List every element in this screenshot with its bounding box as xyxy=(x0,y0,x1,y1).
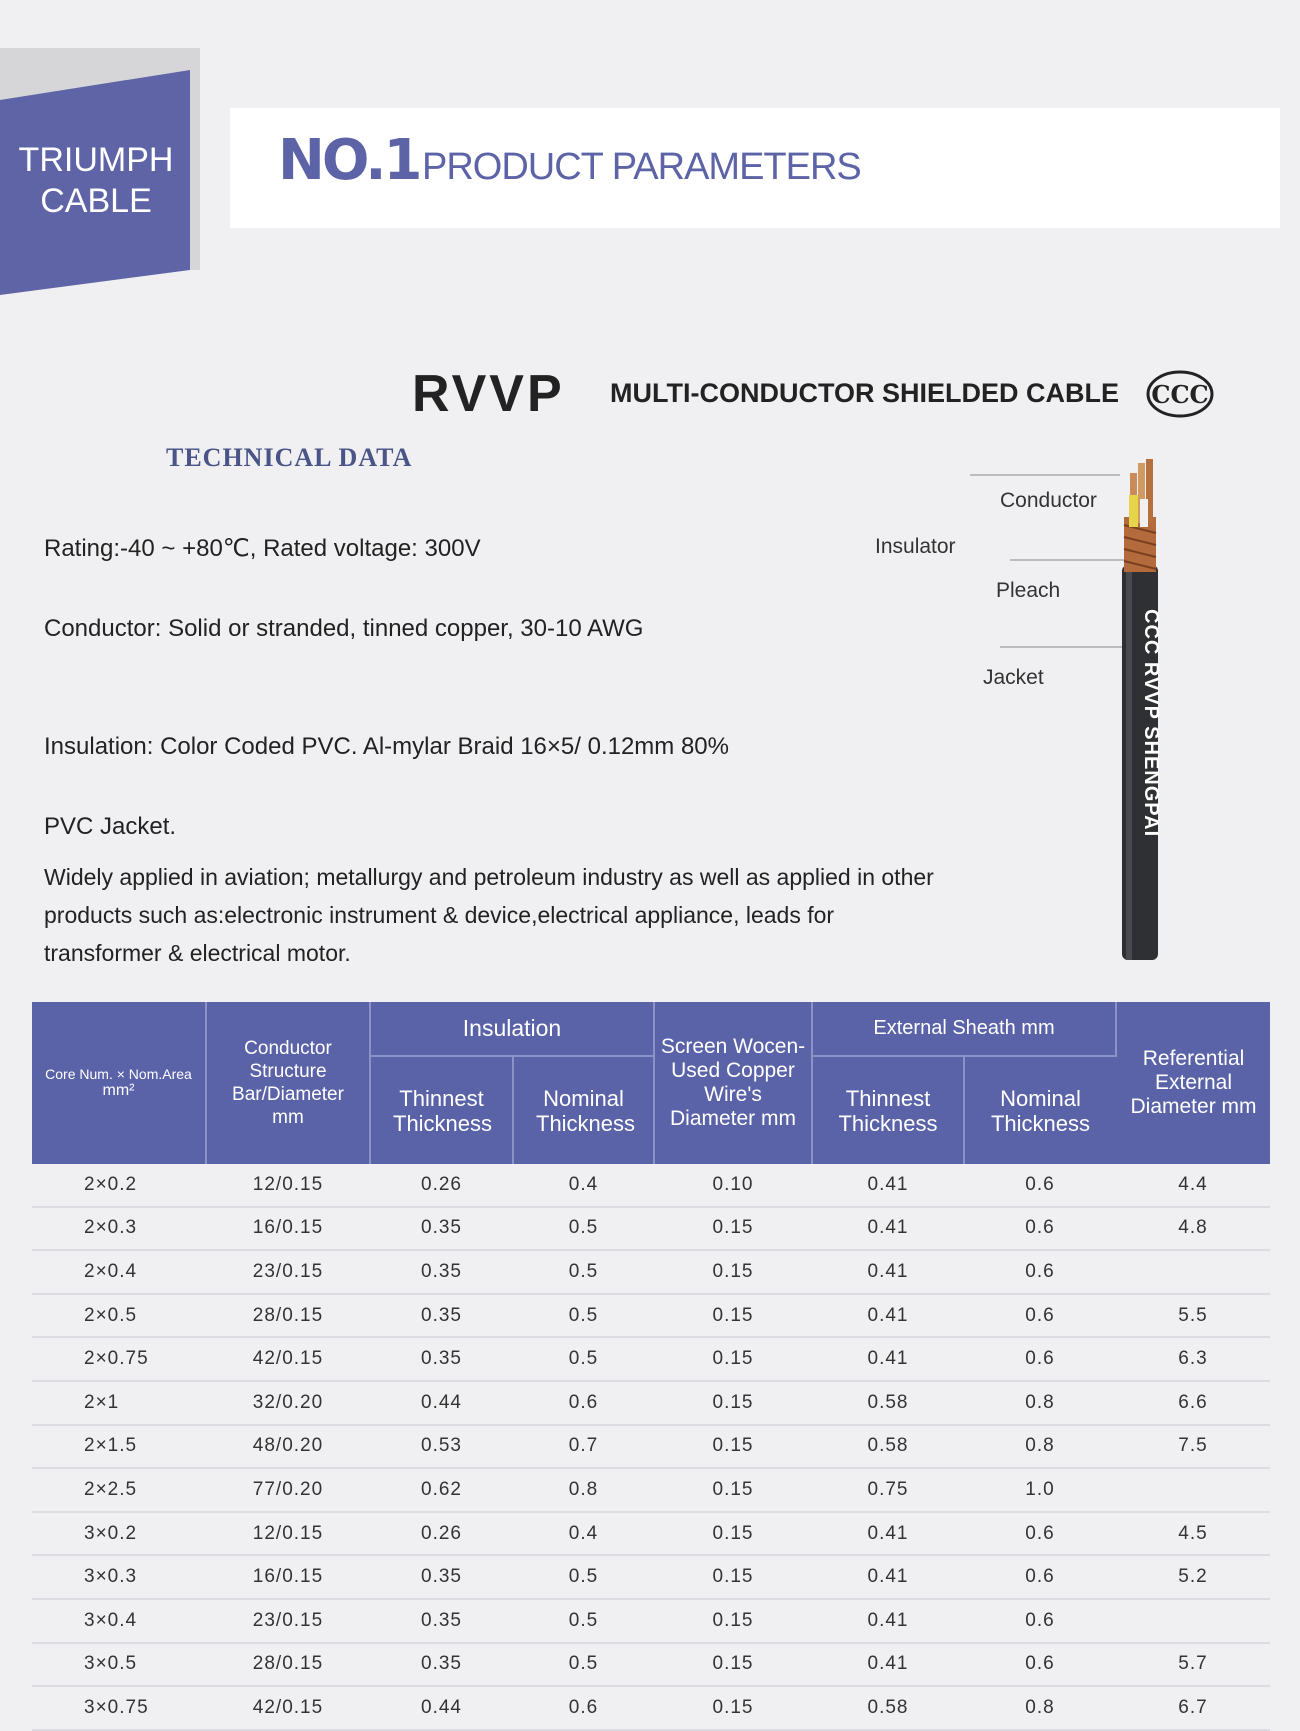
table-header xyxy=(32,1002,1270,1164)
ccc-certification-icon xyxy=(1146,369,1214,419)
header-sheath-group: External Sheath mm xyxy=(812,1002,1116,1056)
header-insulation-thinnest: Thinnest Thickness xyxy=(370,1056,513,1164)
cell-screen-diameter: 0.15 xyxy=(654,1381,812,1425)
cell-sheath-thinnest: 0.58 xyxy=(812,1425,964,1469)
section-title: PRODUCT PARAMETERS xyxy=(422,146,861,188)
cell-sheath-nominal: 0.8 xyxy=(964,1686,1116,1730)
brand-line-1: TRIUMPH xyxy=(18,141,174,179)
cell-insulation-thinnest: 0.44 xyxy=(370,1686,513,1730)
label-insulator: Insulator xyxy=(875,535,956,558)
table-row xyxy=(32,1250,1270,1294)
cell-core: 2×1 xyxy=(32,1381,206,1425)
cell-sheath-nominal: 0.6 xyxy=(964,1643,1116,1687)
cell-sheath-thinnest: 0.41 xyxy=(812,1207,964,1251)
table-row xyxy=(32,1555,1270,1599)
cell-insulation-nominal: 0.7 xyxy=(513,1425,654,1469)
cell-insulation-nominal: 0.6 xyxy=(513,1381,654,1425)
cell-core: 2×1.5 xyxy=(32,1425,206,1469)
cell-sheath-nominal: 0.6 xyxy=(964,1337,1116,1381)
technical-data-heading: TECHNICAL DATA xyxy=(166,443,413,472)
cell-insulation-thinnest: 0.26 xyxy=(370,1164,513,1207)
cell-insulation-thinnest: 0.44 xyxy=(370,1381,513,1425)
cell-sheath-thinnest: 0.75 xyxy=(812,1468,964,1512)
cell-insulation-thinnest: 0.35 xyxy=(370,1643,513,1687)
cell-sheath-nominal: 0.6 xyxy=(964,1512,1116,1556)
cell-referential-diameter xyxy=(1116,1250,1270,1294)
cell-sheath-nominal: 0.6 xyxy=(964,1207,1116,1251)
table-row xyxy=(32,1337,1270,1381)
cell-screen-diameter: 0.15 xyxy=(654,1555,812,1599)
cell-referential-diameter: 5.7 xyxy=(1116,1643,1270,1687)
cell-insulation-thinnest: 0.53 xyxy=(370,1425,513,1469)
cell-core: 2×0.2 xyxy=(32,1164,206,1207)
cell-conductor-structure: 28/0.15 xyxy=(206,1294,370,1338)
cell-insulation-thinnest: 0.35 xyxy=(370,1250,513,1294)
cell-conductor-structure: 23/0.15 xyxy=(206,1250,370,1294)
header-referential: Referential External Diameter mm xyxy=(1116,1002,1270,1164)
cell-conductor-structure: 42/0.15 xyxy=(206,1686,370,1730)
cell-screen-diameter: 0.15 xyxy=(654,1294,812,1338)
cell-conductor-structure: 48/0.20 xyxy=(206,1425,370,1469)
cell-referential-diameter: 6.3 xyxy=(1116,1337,1270,1381)
spec-rating: Rating:-40 ~ +80℃, Rated voltage: 300V xyxy=(44,535,481,562)
cell-insulation-nominal: 0.5 xyxy=(513,1337,654,1381)
cell-sheath-thinnest: 0.41 xyxy=(812,1599,964,1643)
cell-conductor-structure: 16/0.15 xyxy=(206,1207,370,1251)
cell-core: 3×0.3 xyxy=(32,1555,206,1599)
label-jacket: Jacket xyxy=(983,666,1044,689)
cell-sheath-thinnest: 0.58 xyxy=(812,1686,964,1730)
spec-jacket: PVC Jacket. xyxy=(44,813,177,840)
cell-screen-diameter: 0.15 xyxy=(654,1468,812,1512)
cell-conductor-structure: 32/0.20 xyxy=(206,1381,370,1425)
cell-sheath-thinnest: 0.41 xyxy=(812,1337,964,1381)
cell-core: 3×0.2 xyxy=(32,1512,206,1556)
cell-sheath-thinnest: 0.41 xyxy=(812,1512,964,1556)
cell-core: 2×0.3 xyxy=(32,1207,206,1251)
cell-referential-diameter: 6.6 xyxy=(1116,1381,1270,1425)
header-sheath-nominal: Nominal Thickness xyxy=(964,1056,1116,1164)
cell-screen-diameter: 0.15 xyxy=(654,1337,812,1381)
cell-insulation-nominal: 0.5 xyxy=(513,1294,654,1338)
cable-print-text: CCC RVVP SHENGPAI xyxy=(1140,609,1162,838)
cell-referential-diameter xyxy=(1116,1468,1270,1512)
cell-sheath-thinnest: 0.41 xyxy=(812,1294,964,1338)
cell-sheath-nominal: 0.6 xyxy=(964,1555,1116,1599)
cell-conductor-structure: 77/0.20 xyxy=(206,1468,370,1512)
header-screen: Screen Wocen-Used Copper Wire's Diameter mm xyxy=(654,1002,812,1164)
cell-referential-diameter: 4.5 xyxy=(1116,1512,1270,1556)
ccc-mark-text: CCC xyxy=(1151,380,1209,409)
cell-insulation-thinnest: 0.35 xyxy=(370,1599,513,1643)
cell-conductor-structure: 12/0.15 xyxy=(206,1512,370,1556)
cell-insulation-nominal: 0.5 xyxy=(513,1599,654,1643)
cell-core: 2×2.5 xyxy=(32,1468,206,1512)
label-conductor: Conductor xyxy=(1000,489,1097,512)
cell-sheath-nominal: 0.8 xyxy=(964,1425,1116,1469)
cell-conductor-structure: 28/0.15 xyxy=(206,1643,370,1687)
header-core xyxy=(32,1002,206,1164)
cell-insulation-nominal: 0.4 xyxy=(513,1512,654,1556)
cell-referential-diameter: 5.2 xyxy=(1116,1555,1270,1599)
table-row xyxy=(32,1686,1270,1730)
table-row xyxy=(32,1643,1270,1687)
cell-core: 3×0.5 xyxy=(32,1643,206,1687)
cell-conductor-structure: 16/0.15 xyxy=(206,1555,370,1599)
spec-application: Widely applied in aviation; metallurgy and petroleum industry as well as applied in other products such as:electronic instrument & device,electrical appliance, leads for transformer & electrical motor. xyxy=(44,864,934,966)
cell-screen-diameter: 0.10 xyxy=(654,1164,812,1207)
header-sheath-thinnest: Thinnest Thickness xyxy=(812,1056,964,1164)
section-number: NO.1 xyxy=(278,128,420,193)
header-conductor-structure: Conductor Structure Bar/Diameter mm xyxy=(206,1002,370,1164)
cell-screen-diameter: 0.15 xyxy=(654,1250,812,1294)
table-row xyxy=(32,1425,1270,1469)
table-row xyxy=(32,1512,1270,1556)
cell-sheath-thinnest: 0.58 xyxy=(812,1381,964,1425)
cell-screen-diameter: 0.15 xyxy=(654,1207,812,1251)
cell-sheath-nominal: 0.6 xyxy=(964,1599,1116,1643)
cell-insulation-nominal: 0.5 xyxy=(513,1643,654,1687)
cell-screen-diameter: 0.15 xyxy=(654,1512,812,1556)
parameter-table xyxy=(32,1002,1270,1731)
cell-core: 2×0.4 xyxy=(32,1250,206,1294)
cell-referential-diameter: 5.5 xyxy=(1116,1294,1270,1338)
table-row xyxy=(32,1164,1270,1207)
cell-sheath-thinnest: 0.41 xyxy=(812,1164,964,1207)
cell-insulation-nominal: 0.5 xyxy=(513,1250,654,1294)
table-body xyxy=(32,1164,1270,1730)
cell-conductor-structure: 23/0.15 xyxy=(206,1599,370,1643)
parameter-table-grid xyxy=(32,1002,1270,1731)
header-core-label: Core Num. × Nom.Area xyxy=(45,1066,192,1082)
cell-insulation-thinnest: 0.62 xyxy=(370,1468,513,1512)
brand-name xyxy=(0,140,192,222)
cell-core: 3×0.4 xyxy=(32,1599,206,1643)
cell-insulation-nominal: 0.4 xyxy=(513,1164,654,1207)
cell-insulation-nominal: 0.6 xyxy=(513,1686,654,1730)
cell-insulation-thinnest: 0.35 xyxy=(370,1294,513,1338)
cell-screen-diameter: 0.15 xyxy=(654,1425,812,1469)
cell-sheath-nominal: 0.6 xyxy=(964,1164,1116,1207)
cell-screen-diameter: 0.15 xyxy=(654,1643,812,1687)
cell-sheath-thinnest: 0.41 xyxy=(812,1250,964,1294)
cell-sheath-thinnest: 0.41 xyxy=(812,1643,964,1687)
cell-insulation-nominal: 0.5 xyxy=(513,1207,654,1251)
header-insulation-group: Insulation xyxy=(370,1002,654,1056)
cell-core: 3×0.75 xyxy=(32,1686,206,1730)
cell-insulation-thinnest: 0.26 xyxy=(370,1512,513,1556)
cell-referential-diameter xyxy=(1116,1599,1270,1643)
cell-sheath-thinnest: 0.41 xyxy=(812,1555,964,1599)
cell-insulation-thinnest: 0.35 xyxy=(370,1337,513,1381)
cell-referential-diameter: 7.5 xyxy=(1116,1425,1270,1469)
cell-insulation-thinnest: 0.35 xyxy=(370,1555,513,1599)
cell-insulation-nominal: 0.8 xyxy=(513,1468,654,1512)
header-core-unit: mm² xyxy=(102,1082,135,1099)
header-insulation-nominal: Nominal Thickness xyxy=(513,1056,654,1164)
table-row xyxy=(32,1381,1270,1425)
table-row xyxy=(32,1468,1270,1512)
cell-sheath-nominal: 0.6 xyxy=(964,1250,1116,1294)
cell-sheath-nominal: 0.8 xyxy=(964,1381,1116,1425)
cell-core: 2×0.5 xyxy=(32,1294,206,1338)
cell-referential-diameter: 6.7 xyxy=(1116,1686,1270,1730)
cell-screen-diameter: 0.15 xyxy=(654,1599,812,1643)
cell-insulation-nominal: 0.5 xyxy=(513,1555,654,1599)
spec-conductor: Conductor: Solid or stranded, tinned copper, 30-10 AWG xyxy=(44,615,644,642)
cell-conductor-structure: 42/0.15 xyxy=(206,1337,370,1381)
table-row xyxy=(32,1599,1270,1643)
cell-referential-diameter: 4.4 xyxy=(1116,1164,1270,1207)
cell-sheath-nominal: 1.0 xyxy=(964,1468,1116,1512)
cell-insulation-thinnest: 0.35 xyxy=(370,1207,513,1251)
cell-core: 2×0.75 xyxy=(32,1337,206,1381)
product-subtitle: MULTI-CONDUCTOR SHIELDED CABLE xyxy=(610,378,1119,408)
table-row xyxy=(32,1207,1270,1251)
label-pleach: Pleach xyxy=(996,579,1061,602)
product-model: RVVP xyxy=(412,365,565,423)
cell-sheath-nominal: 0.6 xyxy=(964,1294,1116,1338)
brand-line-2: CABLE xyxy=(40,182,152,220)
cell-conductor-structure: 12/0.15 xyxy=(206,1164,370,1207)
spec-insulation: Insulation: Color Coded PVC. Al-mylar Braid 16×5/ 0.12mm 80% xyxy=(44,733,729,760)
cell-referential-diameter: 4.8 xyxy=(1116,1207,1270,1251)
cable-illustration xyxy=(860,455,1180,960)
cell-screen-diameter: 0.15 xyxy=(654,1686,812,1730)
table-row xyxy=(32,1294,1270,1338)
